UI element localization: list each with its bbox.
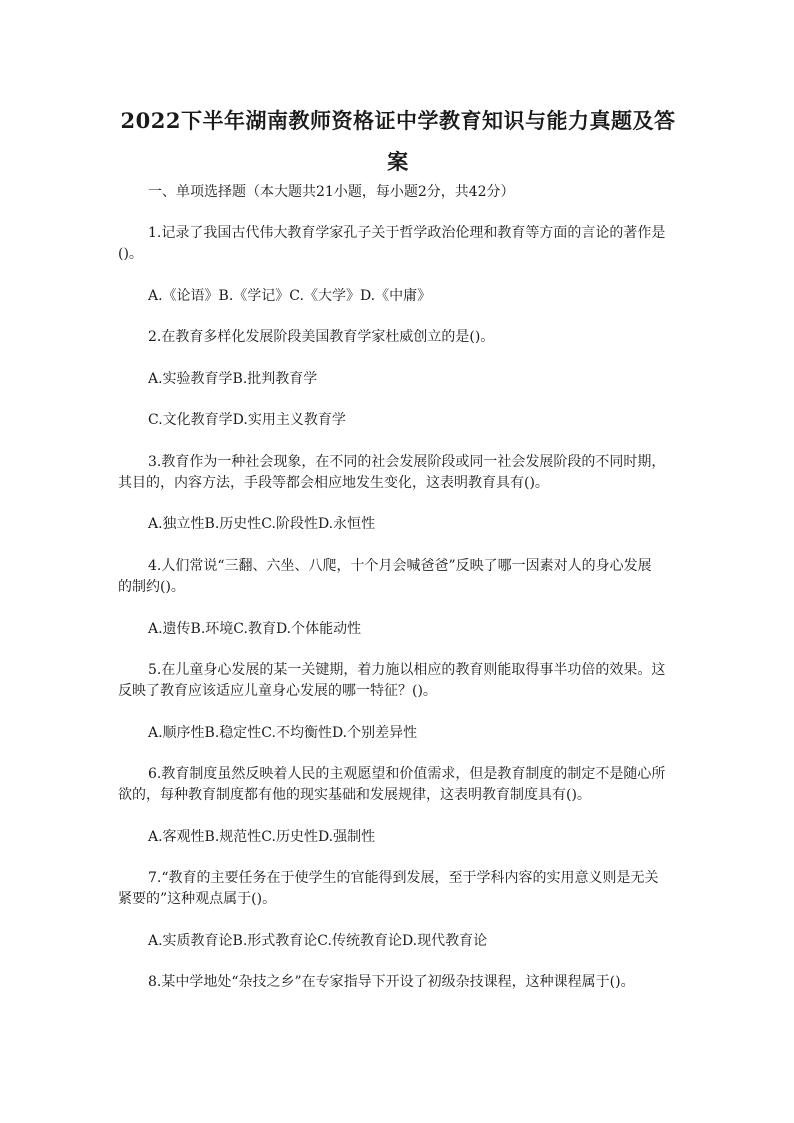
question-7-options: A.实质教育论B.形式教育论C.传统教育论D.现代教育论: [148, 933, 488, 949]
document-title-line-2: 案: [387, 149, 409, 174]
question-5-text-line-2: 反映了教育应该适应儿童身心发展的哪一特征？()。: [118, 683, 437, 699]
question-3-options: A.独立性B.历史性C.阶段性D.永恒性: [148, 516, 376, 532]
question-1-options: A.《论语》B.《学记》C.《大学》D.《中庸》: [148, 288, 432, 304]
question-1-text-line-2: ()。: [118, 246, 143, 262]
question-3-text-line-1: 3.教育作为一种社会现象，在不同的社会发展阶段或同一社会发展阶段的不同时期，: [148, 454, 666, 470]
question-1-text-line-1: 1.记录了我国古代伟大教育学家孔子关于哲学政治伦理和教育等方面的言论的著作是: [148, 225, 666, 241]
question-5-options: A.顺序性B.稳定性C.不均衡性D.个别差异性: [148, 725, 418, 741]
question-7-text-line-1: 7.“教育的主要任务在于使学生的官能得到发展，至于学科内容的实用意义则是无关: [148, 870, 659, 886]
question-2-options-line-2: C.文化教育学D.实用主义教育学: [148, 412, 346, 428]
document-title-line-1: 2022下半年湖南教师资格证中学教育知识与能力真题及答: [120, 108, 676, 133]
question-2-options-line-1: A.实验教育学B.批判教育学: [148, 371, 318, 387]
question-6-options: A.客观性B.规范性C.历史性D.强制性: [148, 829, 376, 845]
question-4-text-line-2: 的制约()。: [118, 579, 185, 595]
question-2-text: 2.在教育多样化发展阶段美国教育学家杜威创立的是()。: [148, 329, 495, 345]
question-4-text-line-1: 4.人们常说“三翻、六坐、八爬，十个月会喊爸爸”反映了哪一因素对人的身心发展: [148, 558, 652, 574]
question-5-text-line-1: 5.在儿童身心发展的某一关键期，着力施以相应的教育则能取得事半功倍的效果。这: [148, 662, 666, 678]
question-6-text-line-1: 6.教育制度虽然反映着人民的主观愿望和价值需求，但是教育制度的制定不是随心所: [148, 766, 666, 782]
question-4-options: A.遗传B.环境C.教育D.个体能动性: [148, 621, 362, 637]
question-6-text-line-2: 欲的，每种教育制度都有他的现实基础和发展规律，这表明教育制度具有()。: [118, 787, 591, 803]
question-3-text-line-2: 其目的，内容方法，手段等都会相应地发生变化，这表明教育具有()。: [118, 475, 549, 491]
question-8-text: 8.某中学地处“杂技之乡”在专家指导下开设了初级杂技课程，这种课程属于()。: [148, 974, 635, 990]
question-7-text-line-2: 紧要的”这种观点属于()。: [118, 891, 277, 907]
section-heading: 一、单项选择题（本大题共21小题，每小题2分，共42分）: [148, 184, 515, 200]
